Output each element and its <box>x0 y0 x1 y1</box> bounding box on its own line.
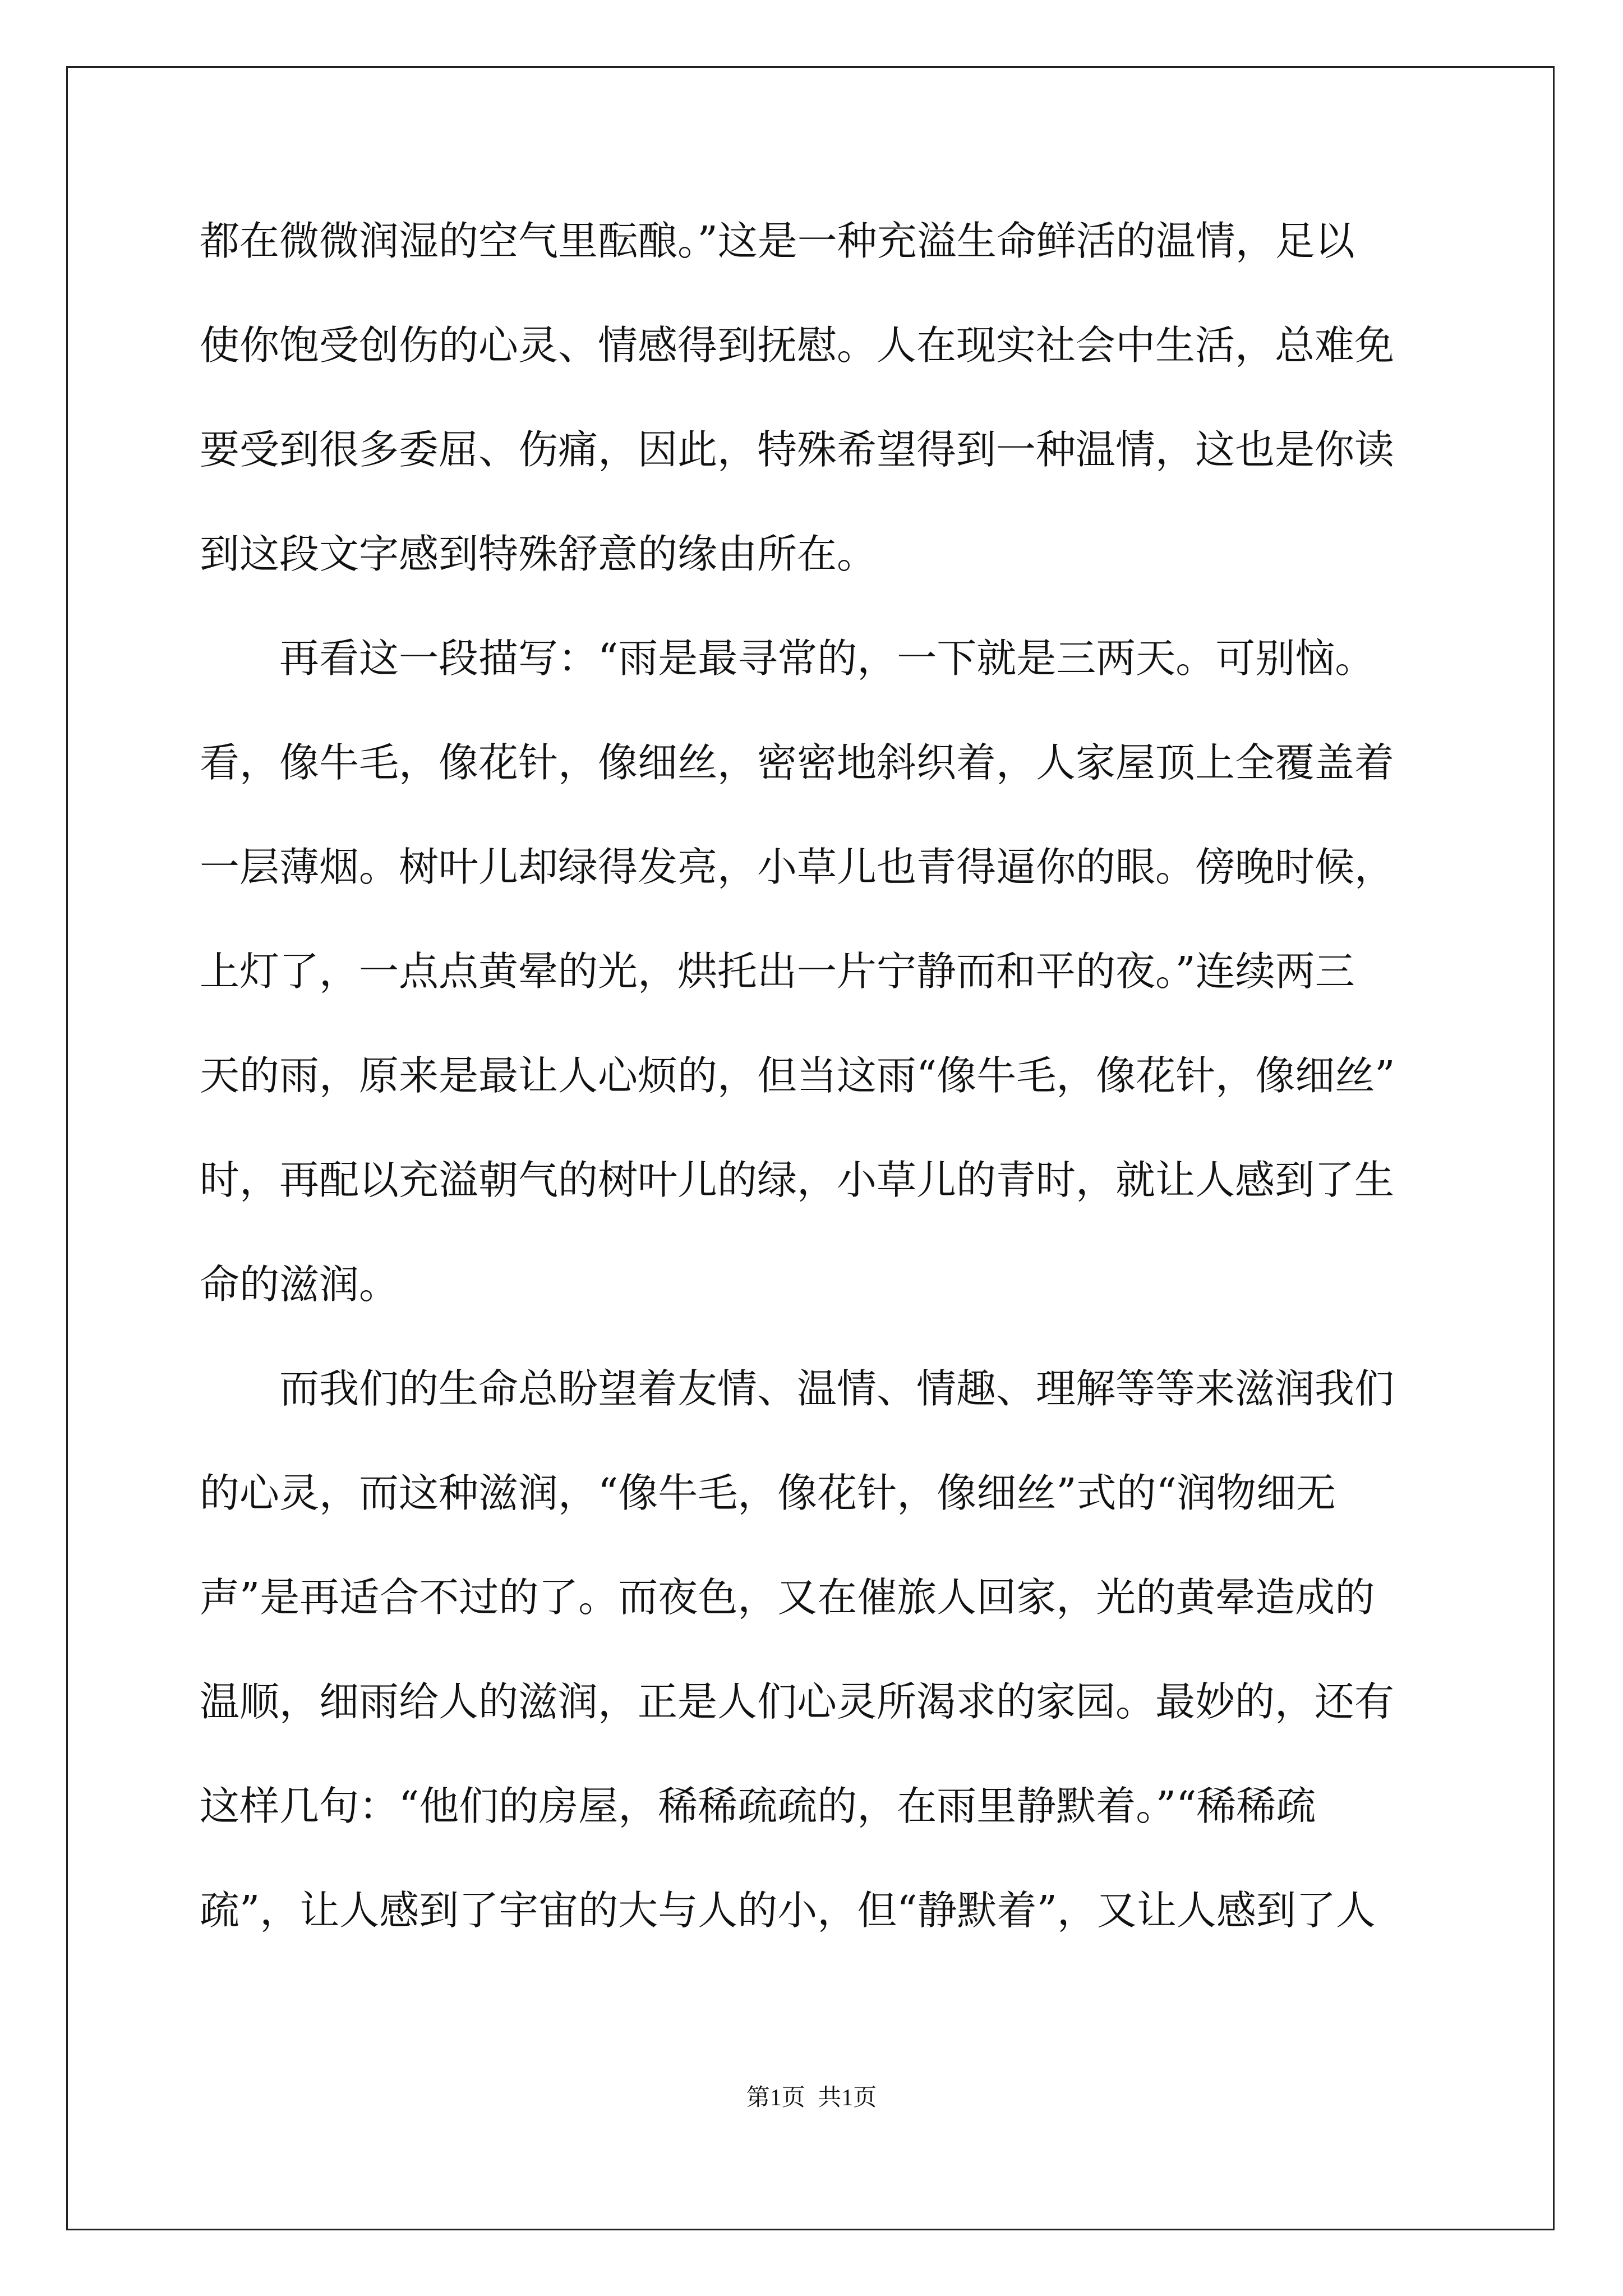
text-line: 看，像牛毛，像花针，像细丝，密密地斜织着，人家屋顶上全覆盖着 <box>200 739 1395 786</box>
text-line: 使你饱受创伤的心灵、情感得到抚慰。人在现实社会中生活，总难免 <box>200 322 1395 369</box>
page-footer <box>0 2081 1623 2115</box>
text-line: 命的滋润。 <box>200 1261 399 1308</box>
text-line: 时，再配以充溢朝气的树叶儿的绿，小草儿的青时，就让人感到了生 <box>200 1157 1395 1203</box>
text-line: 疏”，让人感到了宇宙的大与人的小，但“静默着”，又让人感到了人 <box>200 1887 1376 1934</box>
paragraph-start-line: 再看这一段描写：“雨是最寻常的，一下就是三两天。可别恼。 <box>279 635 1375 682</box>
total-pages: 共1页 <box>818 2085 877 2111</box>
text-line: 要受到很多委屈、伤痛，因此，特殊希望得到一种温情，这也是你读 <box>200 426 1395 473</box>
text-line: 声”是再适合不过的了。而夜色，又在催旅人回家，光的黄晕造成的 <box>200 1574 1375 1621</box>
text-line: 一层薄烟。树叶儿却绿得发亮，小草儿也青得逼你的眼。傍晚时候， <box>200 844 1395 890</box>
text-line: 都在微微润湿的空气里酝酿。”这是一种充溢生命鲜活的温情，足以 <box>200 218 1355 264</box>
page-number: 第1页 <box>746 2085 805 2111</box>
text-line: 上灯了，一点点黄晕的光，烘托出一片宁静而和平的夜。”连续两三 <box>200 948 1355 995</box>
text-line: 这样几句：“他们的房屋，稀稀疏疏的，在雨里静默着。”“稀稀疏 <box>200 1783 1316 1829</box>
text-line: 天的雨，原来是最让人心烦的，但当这雨“像牛毛，像花针，像细丝” <box>200 1052 1395 1099</box>
text-line: 到这段文字感到特殊舒意的缘由所在。 <box>200 531 877 577</box>
text-line: 温顺，细雨给人的滋润，正是人们心灵所渴求的家园。最妙的，还有 <box>200 1678 1395 1725</box>
paragraph-start-line: 而我们的生命总盼望着友情、温情、情趣、理解等等来滋润我们 <box>279 1365 1395 1412</box>
text-line: 的心灵，而这种滋润，“像牛毛，像花针，像细丝”式的“润物细无 <box>200 1470 1336 1516</box>
